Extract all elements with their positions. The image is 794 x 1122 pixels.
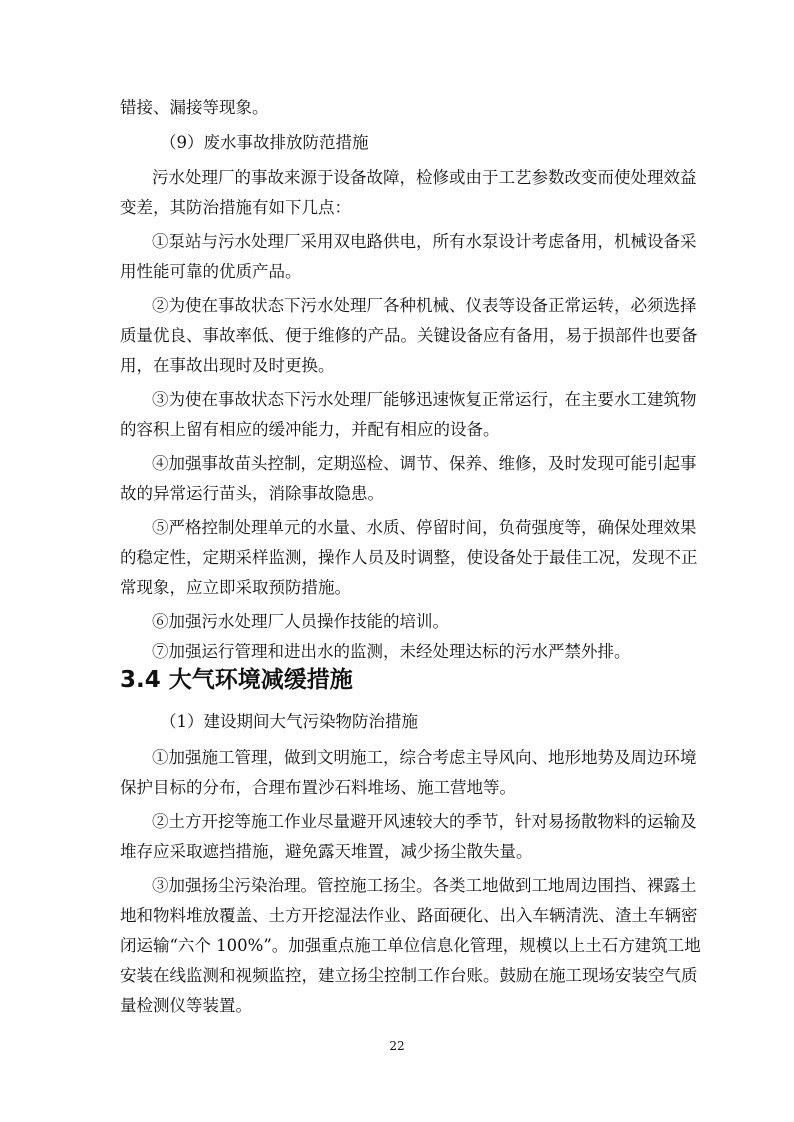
subsection-heading: （1）建设期间大气污染物防治措施 <box>160 712 418 731</box>
paragraph-line: ③为使在事故状态下污水处理厂能够迅速恢复正常运行，在主要水工建筑物 <box>152 390 697 409</box>
paragraph-line: ②土方开挖等施工作业尽量避开风速较大的季节，针对易扬散物料的运输及 <box>152 812 697 831</box>
paragraph-line: 污水处理厂的事故来源于设备故障，检修或由于工艺参数改变而使处理效益 <box>152 168 697 187</box>
paragraph-line: 常现象，应立即采取预防措施。 <box>120 578 351 597</box>
paragraph-line: 错接、漏接等现象。 <box>120 98 269 117</box>
paragraph-line: ①泵站与污水处理厂采用双电路供电，所有水泵设计考虑备用，机械设备采 <box>152 232 697 251</box>
paragraph-line: 闭运输“六个 100%”。加强重点施工单位信息化管理，规模以上土石方建筑工地 <box>120 936 701 955</box>
page-number: 22 <box>389 1039 405 1053</box>
subsection-heading: （9）废水事故排放防范措施 <box>160 133 369 152</box>
paragraph-line: 质量优良、事故率低、便于维修的产品。关键设备应有备用，易于损部件也要备 <box>120 326 698 345</box>
paragraph-line: ③加强扬尘污染治理。管控施工扬尘。各类工地做到工地周边围挡、裸露土 <box>152 876 697 895</box>
paragraph-line: ②为使在事故状态下污水处理厂各种机械、仪表等设备正常运转，必须选择 <box>152 296 697 315</box>
paragraph-line: 堆存应采取遮挡措施，避免露天堆置，减少扬尘散失量。 <box>120 842 533 861</box>
paragraph-line: ①加强施工管理，做到文明施工，综合考虑主导风向、地形地势及周边环境 <box>152 748 697 767</box>
paragraph-line: 保护目标的分布，合理布置沙石料堆场、施工营地等。 <box>120 778 516 797</box>
paragraph-line: 的稳定性，定期采样监测，操作人员及时调整，使设备处于最佳工况，发现不正 <box>120 548 698 567</box>
paragraph-line: 用性能可靠的优质产品。 <box>120 262 302 281</box>
paragraph-line: 变差，其防治措施有如下几点： <box>120 198 351 217</box>
section-heading: 3.4 大气环境减缓措施 <box>120 667 353 693</box>
paragraph-line: ⑥加强污水处理厂人员操作技能的培训。 <box>152 612 449 631</box>
paragraph-line: ④加强事故苗头控制，定期巡检、调节、保养、维修，及时发现可能引起事 <box>152 454 697 473</box>
paragraph-line: ⑦加强运行管理和进出水的监测，未经处理达标的污水严禁外排。 <box>152 642 631 661</box>
paragraph-line: 用，在事故出现时及时更换。 <box>120 356 335 375</box>
paragraph-line: ⑤严格控制处理单元的水量、水质、停留时间，负荷强度等，确保处理效果 <box>152 518 697 537</box>
paragraph-line: 的容积上留有相应的缓冲能力，并配有相应的设备。 <box>120 420 500 439</box>
paragraph-line: 地和物料堆放覆盖、土方开挖湿法作业、路面硬化、出入车辆清洗、渣土车辆密 <box>120 906 698 925</box>
paragraph-line: 故的异常运行苗头，消除事故隐患。 <box>120 484 384 503</box>
paragraph-line: 安装在线监测和视频监控，建立扬尘控制工作台账。鼓励在施工现场安装空气质 <box>120 966 698 985</box>
paragraph-line: 量检测仪等装置。 <box>120 996 252 1015</box>
